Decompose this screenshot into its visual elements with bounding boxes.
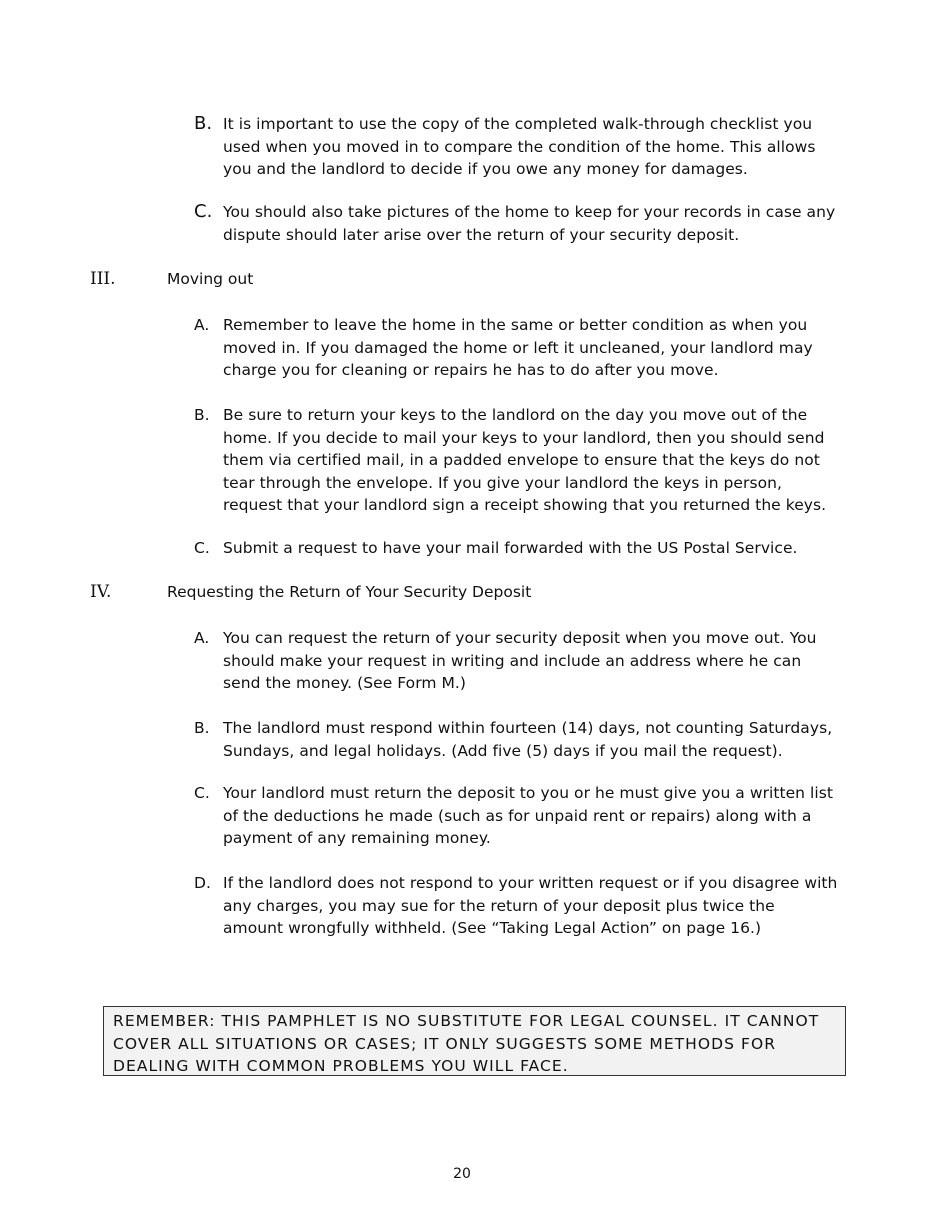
page-number: 20 <box>453 1166 471 1182</box>
list-item-iii-a <box>194 314 839 382</box>
list-item-letter: A. <box>194 629 210 647</box>
section-title: Requesting the Return of Your Security Deposit <box>167 583 532 601</box>
list-item-iv-d <box>194 872 839 940</box>
list-item-letter: C. <box>194 539 210 557</box>
list-item-text: If the landlord does not respond to your written request or if you disagree with any charges, you may sue for the return of your deposit plus twice the amount wrongfully withheld. (See “Taking Legal Action” on page 16.) <box>223 874 838 937</box>
list-item-text: It is important to use the copy of the completed walk-through checklist you used when you moved in to compare the condition of the home. This allows you and the landlord to decide if you owe any money for damages. <box>223 115 816 178</box>
list-item-text: Remember to leave the home in the same or better condition as when you moved in. If you damaged the home or left it uncleaned, your landlord may charge you for cleaning or repairs he has to do after you move. <box>223 316 813 379</box>
list-item-text: The landlord must respond within fourteen (14) days, not counting Saturdays, Sundays, and legal holidays. (Add five (5) days if you mail the request). <box>223 719 833 760</box>
list-item-letter: A. <box>194 316 210 334</box>
list-item-text: Submit a request to have your mail forwarded with the US Postal Service. <box>223 539 798 557</box>
legal-disclaimer-box: REMEMBER: THIS PAMPHLET IS NO SUBSTITUTE FOR LEGAL COUNSEL. IT CANNOT COVER ALL SITUATIONS OR CASES; IT ONLY SUGGESTS SOME METHODS FOR DEALING WITH COMMON PROBLEMS YOU WILL FACE. <box>103 1006 846 1076</box>
list-item-iv-a <box>194 627 839 695</box>
list-item-letter: C. <box>194 201 213 222</box>
section-numeral: IV. <box>90 582 112 602</box>
list-item-text: You can request the return of your security deposit when you move out. You should make your request in writing and include an address where he can send the money. (See Form M.) <box>223 629 817 692</box>
list-item-iv-c <box>194 782 839 850</box>
list-item-iii-b <box>194 404 839 517</box>
list-item-letter: B. <box>194 406 210 424</box>
list-item-letter: B. <box>194 719 210 737</box>
list-item-text: Be sure to return your keys to the landlord on the day you move out of the home. If you decide to mail your keys to your landlord, then you should send them via certified mail, in a padded envelope to ensure that the keys do not tear through the envelope. If you give your landlord the keys in person, request that your landlord sign a receipt showing that you returned the keys. <box>223 406 827 514</box>
list-item-letter: C. <box>194 784 210 802</box>
section-title: Moving out <box>167 270 254 288</box>
list-item-iv-b <box>194 717 839 762</box>
list-item-ii-c <box>194 201 839 246</box>
list-item-text: Your landlord must return the deposit to you or he must give you a written list of the deductions he made (such as for unpaid rent or repairs) along with a payment of any remaining money. <box>223 784 834 847</box>
section-numeral: III. <box>90 269 116 289</box>
list-item-letter: D. <box>194 874 211 892</box>
list-item-iii-c <box>194 537 839 560</box>
list-item-text: You should also take pictures of the home to keep for your records in case any dispute should later arise over the return of your security deposit. <box>223 203 836 244</box>
list-item-letter: B. <box>194 113 213 134</box>
list-item-ii-b <box>194 113 839 181</box>
